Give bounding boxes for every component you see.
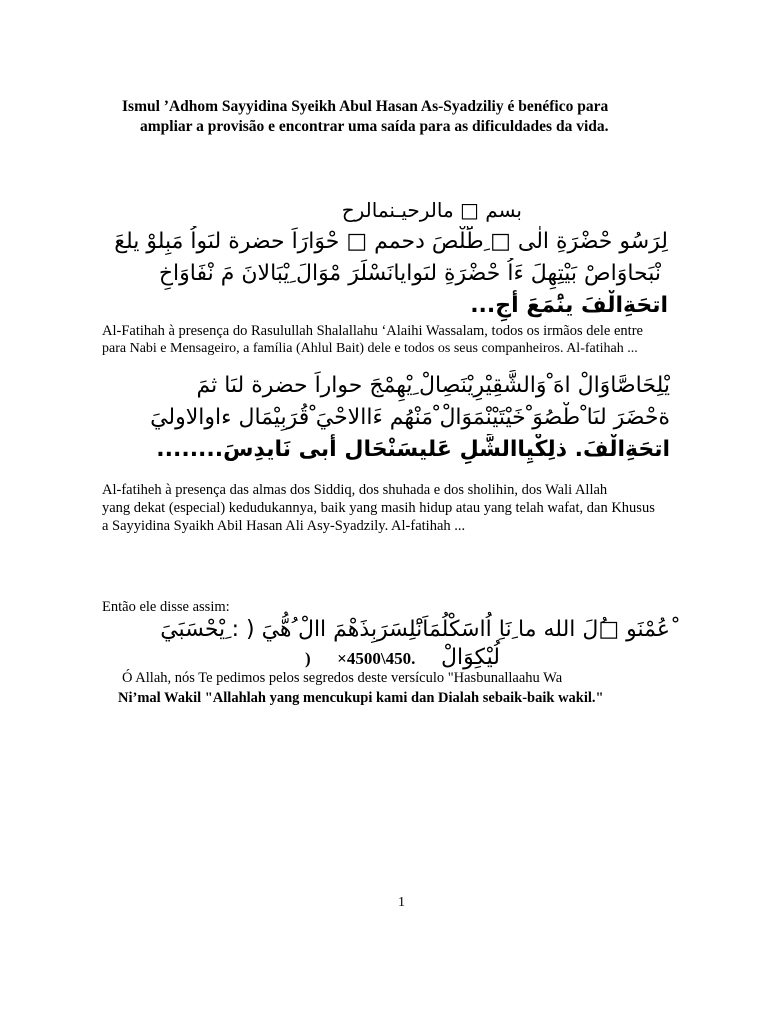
arabic-block-2-line-3: اتحَةِالْفَ. ذلِكْيِاالشَّلِِ عََليسَنْحَال أَبى نَايدِسَ........ [156, 437, 670, 462]
document-title [100, 97, 700, 137]
verse-times-sign: × [337, 649, 347, 668]
arabic-basmala [100, 198, 522, 222]
verse-number [305, 648, 415, 670]
closing-line-1: Ó Allah, nós Te pedimos pelos segredos deste versículo "Hasbunallaahu Wa [122, 670, 563, 686]
paragraph-1 [102, 322, 643, 358]
arabic-block-2 [100, 370, 670, 466]
arabic-block-1 [100, 226, 668, 322]
arabic-block-2-line-1: ِيْلِحَاصَّاوَالْ اهَ ْوَالشَّقِيْرِيْنَصِالْ ِيْهِمْجَ حواراَ حضرة لىَا ثمَ [196, 373, 670, 398]
closing-prayer [118, 668, 604, 708]
arabic-block-1-line-3: اتحَةِالْفَ ينَْمَعَ أجِ... [470, 293, 668, 318]
page-number: 1 [398, 895, 405, 910]
arabic-block-2-line-2: ةحْضَرَ لىَا ْطْصُوَ ْخَيْتَيْنْمَوَالْ ْمَنْهُم ءَاالاحْيَ ْقُرَبِيْمَال ءاوالاوليَ [150, 405, 670, 430]
title-line-1: Ismul ʼAdhom Sayyidina Syeikh Abul Hasan As-Syadziliy é benéfico para [122, 98, 609, 115]
basmala-line: بسم □ مالرحيـنمالرح [341, 198, 522, 222]
arabic-verse-line-1: ْعُمْنَو □ُلَ الله ما ِنَاِ اُاسََكْلُمَاَنَْلِسَرَبِذَهْمَ االْ ُهُّيَ ( : ِيْحْسَبَيَ [160, 617, 670, 642]
paragraph-2-line-2: yang dekat (especial) kedudukannya, baik yang masih hidup atau yang telah wafat, dan Khusus [102, 500, 655, 516]
paragraph-2 [102, 481, 655, 535]
arabic-verse-line-2: لُيْكِوَالْ [441, 645, 500, 670]
paragraph-2-line-1: Al-fatiheh à presença das almas dos Siddiq, dos shuhada e dos sholihin, dos Wali Allah [102, 482, 608, 498]
intro-text: Então ele disse assim: [102, 599, 230, 615]
paragraph-1-line-1: Al-Fatihah à presença do Rasulullah Shalallahu ‘Alaihi Wassalam, todos os irmãos dele entre [102, 323, 643, 339]
arabic-block-1-line-1: لِرَسُو حْضْرَةِ الٰى □ ِطَْلْصَ دحمم □ حْوَارَاَ حضرة لىَواُ مَبِلوْ يلعَ [114, 229, 668, 254]
verse-number-value: 4500\450. [346, 649, 416, 668]
arabic-block-1-line-2: ِ نْبَحاوَاصْ بَيْتِهِلَ ءَاُ حْضْرَةِ لىَوايانَسْلَرَ مْوَالَ ِيْبَالانَ مَ نْفَاوَاخِ [158, 261, 668, 286]
closing-line-2: Ni’mal Wakil "Allahlah yang mencukupi kami dan Dialah sebaik-baik wakil." [118, 690, 604, 706]
paragraph-2-line-3: a Sayyidina Syaikh Abil Hasan Ali Asy-Syadzily. Al-fatihah ... [102, 518, 466, 534]
verse-paren-close: ) [305, 649, 311, 668]
title-line-2: ampliar a provisão e encontrar uma saída para as dificuldades da vida. [140, 118, 609, 135]
paragraph-1-line-2: para Nabi e Mensageiro, a família (Ahlul Bait) dele e todos os seus companheiros. Al-fatihah ... [102, 341, 638, 356]
